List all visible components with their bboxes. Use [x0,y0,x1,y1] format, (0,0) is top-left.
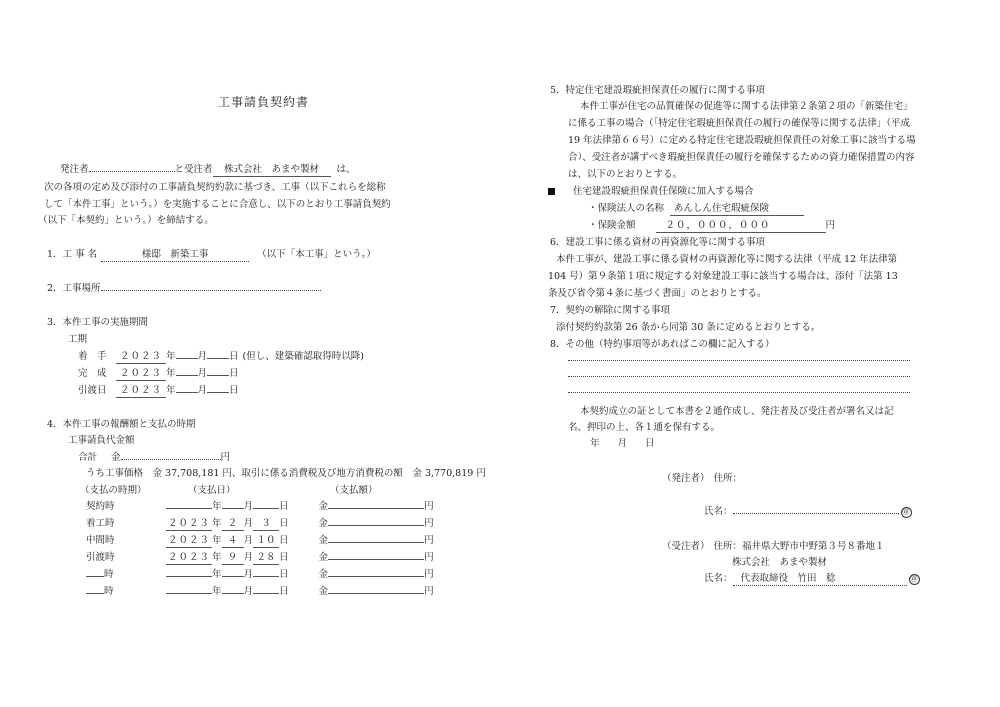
intro-line-2: 次の各項の定め及び添付の工事請負契約約款に基づき、工事（以下これらを総称 [44,182,386,193]
s7-line: 添付契約約款第 26 条から同第 30 条に定めるとおりとする。 [556,322,821,333]
payment-day-field[interactable]: ３ [253,517,279,531]
contractor-address-row: （受注者） 住所：福井県大野市中野第３号８番地１ [662,541,885,552]
start-day-field[interactable] [207,358,229,359]
payment-day-field[interactable]: １０ [253,534,279,548]
payment-year-field[interactable] [166,508,212,509]
payment-day-field[interactable] [253,593,279,594]
payment-amount-field[interactable] [328,576,424,577]
s6-line-3: 条及び省令第４条に基づく書面」のとおりとする。 [548,288,767,299]
closing-line-2: 名、押印の上、各１通を保有する。 [568,422,721,433]
signing-date: 年 月 日 [590,438,655,449]
insurance-heading: 住宅建設瑕疵担保責任保険に加入する場合 [548,185,754,198]
delivery-month-field[interactable] [176,392,198,393]
payment-row: 引渡時 ２０２３ 年 ９ 月 ２８ 日 金 円 [86,552,434,563]
payment-year-field[interactable]: ２０２３ [167,535,210,546]
special-terms-line-3[interactable] [568,392,910,393]
total-amount-field[interactable] [121,459,221,460]
complete-month-field[interactable] [176,375,198,376]
payment-time-field[interactable] [86,576,104,577]
contractor-name-row: 氏名： 代表取締役 竹田 稔 ㊞ [704,573,918,584]
payment-day-field[interactable] [253,508,279,509]
section-4-heading: 4．本件工事の報酬額と支払の時期 [47,419,196,430]
intro-line-3: して「本件工事」という。）を実施することに合意し、以下のとおり工事請負契約 [44,199,391,210]
document-title: 工事請負契約書 [218,95,310,109]
payment-amount-field[interactable] [328,525,424,526]
closing-line-1: 本契約成立の証として本書を２通作成し、発注者及び受注者が署名又は記 [580,406,894,417]
payment-row: 中間時 ２０２３ 年 ４ 月 １０ 日 金 円 [86,535,434,546]
delivery-day-field[interactable] [207,392,229,393]
seal-icon: ㊞ [902,508,910,516]
section-5-heading: 5．特定住宅建設瑕疵担保責任の履行に関する事項 [550,85,766,96]
payment-header-time: （支払の時期） [80,485,147,496]
special-terms-line-1[interactable] [568,360,910,361]
contractor-name: 株式会社 あまや製材 [213,163,331,177]
section-6-heading: 6．建設工事に係る資材の再資源化等に関する事項 [550,237,766,248]
price-breakdown: うち工事価格 金 37,708,181 円、取引に係る消費税及び地方消費税の額 金 3,770,819 円 [86,468,486,479]
contractor-representative: 代表取締役 竹田 稔 [733,572,907,586]
section-2: 2．工事場所 [47,282,321,295]
s5-line-2: に係る工事の場合（「特定住宅瑕疵担保責任の履行の確保等に関する法律」（平成 [568,118,911,129]
payment-month-field[interactable] [222,593,244,594]
square-bullet-icon [548,188,555,195]
payment-day-field[interactable]: ２８ [253,551,279,565]
orderer-signature-field[interactable] [733,513,899,514]
payment-header-amount: （支払額） [330,485,378,496]
payment-header-date: （支払日） [188,485,236,496]
s6-line-2: 104 号）第９条第１項に規定する対象建設工事に該当する場合は、添付「法第 13 [548,271,898,282]
section-3-heading: 3．本件工事の実施期間 [47,317,149,328]
payment-day-field[interactable] [253,576,279,577]
payment-month-field[interactable] [222,508,244,509]
payment-amount-field[interactable] [328,508,424,509]
section-7-heading: 7．契約の解除に関する事項 [550,305,671,316]
orderer-name-field[interactable] [89,171,175,172]
intro-line-1: 発注者 と受注者 株式会社 あまや製材 は、 [60,164,356,175]
contract-amount-label: 工事請負代金額 [68,435,135,446]
payment-year-field[interactable]: ２０２３ [167,552,210,563]
s5-line-1: 本件工事が住宅の品質確保の促進等に関する法律第２条第２項の「新築住宅」 [580,101,913,112]
payment-row: 時 年 月 日 金 円 [86,568,434,581]
s6-line-1: 本件工事が、建設工事に係る資材の再資源化等に関する法律（平成 12 年法律第 [556,254,898,265]
payment-time-field[interactable] [86,593,104,594]
payment-row: 契約時 年 月 日 金 円 [86,501,434,512]
schedule-complete: 完 成 ２０２３ 年 月 日 [78,368,239,379]
project-location-field[interactable] [101,290,321,291]
payment-amount-field[interactable] [328,542,424,543]
payment-year-field[interactable] [166,576,212,577]
payment-month-field[interactable]: ２ [222,517,244,531]
project-name-field[interactable]: 様邸 新築工事 [101,248,249,262]
orderer-name-row: 氏名： ㊞ [704,506,910,517]
special-terms-line-2[interactable] [568,376,910,377]
insurer-name: あんしん住宅瑕疵保険 [670,202,804,216]
payment-year-field[interactable] [166,593,212,594]
seal-icon: ㊞ [910,575,918,583]
start-month-field[interactable] [176,358,198,359]
intro-line-4: （以下「本契約」という。）を締結する。 [38,215,214,226]
payment-month-field[interactable] [222,576,244,577]
payment-amount-field[interactable] [328,559,424,560]
contractor-company: 株式会社 あまや製材 [732,557,828,568]
schedule-delivery: 引渡日 ２０２３ 年 月 日 [78,385,239,396]
s5-line-3: 19 年法律第６６号）に定める特定住宅建設瑕疵担保責任の対象工事に該当する場 [568,135,916,146]
total-amount-row: 合計 金 円 [78,452,231,463]
schedule-start: 着 手 ２０２３ 年 月 日 (但し、建築確認取得時以降) [78,351,364,362]
section-1: 1．工 事 名 様邸 新築工事 （以下「本工事」という。） [47,249,376,260]
orderer-address-row: （発注者） 住所： [662,473,743,484]
insurance-amount: ２０，０００，０００ [656,219,826,233]
s5-line-5: は、以下のとおりとする。 [568,169,683,180]
section-8-heading: 8．その他（特約事項等があればこの欄に記入する） [550,339,775,350]
kouki-label: 工期 [68,334,88,345]
complete-day-field[interactable] [207,375,229,376]
payment-amount-field[interactable] [328,593,424,594]
payment-month-field[interactable]: ９ [222,551,244,565]
payment-year-field[interactable]: ２０２３ [167,518,210,529]
payment-row: 着工時 ２０２３ 年 ２ 月 ３ 日 金 円 [86,518,434,529]
insurance-amount-row: ・保険金額 ２０，０００，０００ 円 [588,220,836,231]
payment-month-field[interactable]: ４ [222,534,244,548]
insurer-row: ・保険法人の名称 あんしん住宅瑕疵保険 [588,202,804,216]
payment-row: 時 年 月 日 金 円 [86,585,434,598]
s5-line-4: 合）、受注者が講ずべき瑕疵担保責任の履行を確保するための資力確保措置の内容 [568,152,915,163]
